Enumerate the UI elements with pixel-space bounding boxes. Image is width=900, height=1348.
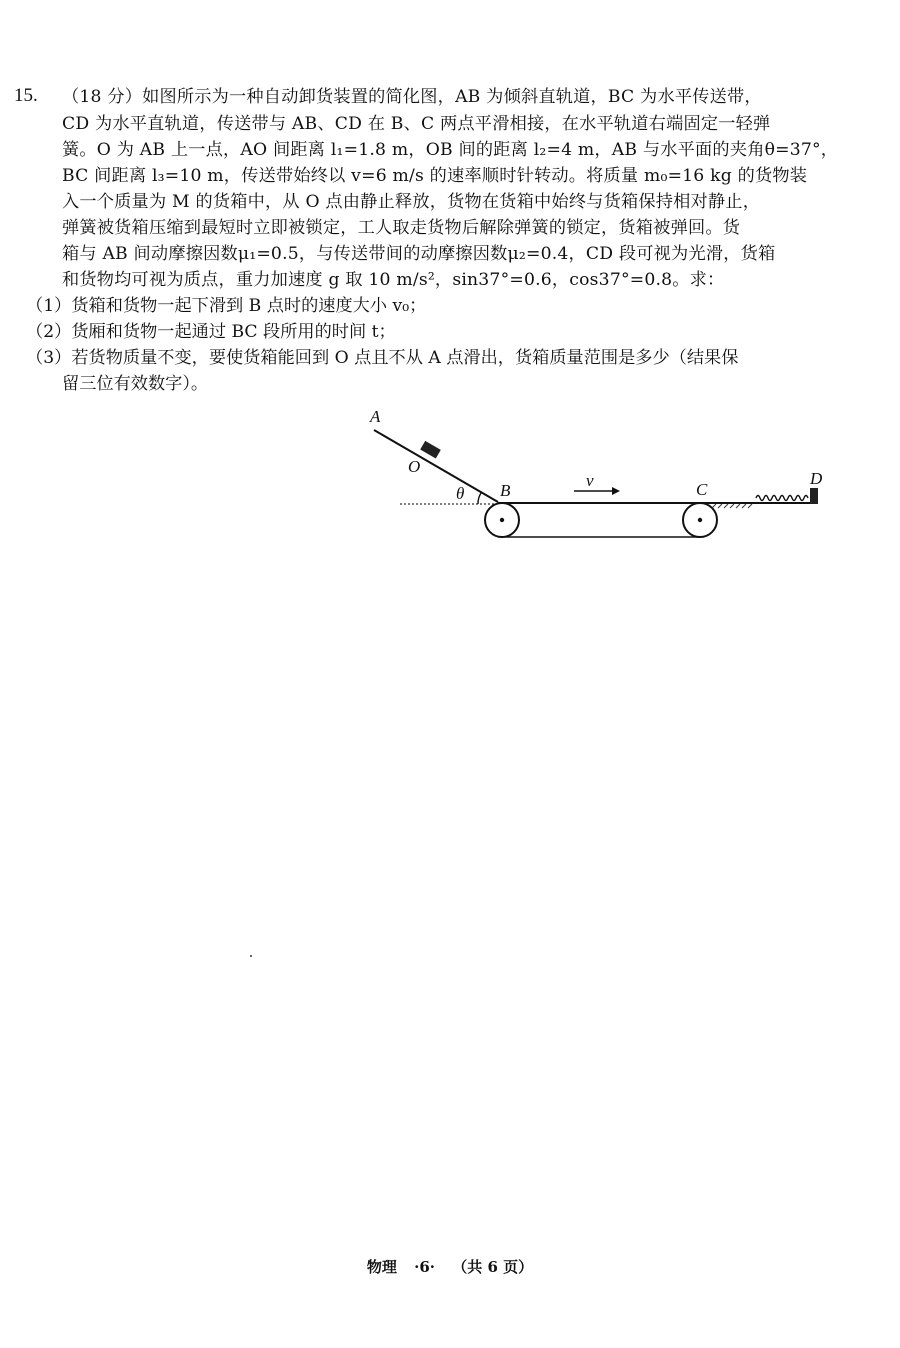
subquestion-2-label: （2） bbox=[26, 322, 72, 342]
label-a: A bbox=[370, 407, 381, 426]
label-c: C bbox=[696, 480, 708, 499]
stray-mark bbox=[250, 955, 252, 957]
label-theta: θ bbox=[456, 484, 465, 503]
question-line-4: BC 间距离 l₃=10 m，传送带始终以 v=6 m/s 的速率顺时针转动。将质量 m₀=16 kg 的货物装 bbox=[62, 166, 808, 186]
question-line-1: （18 分）如图所示为一种自动卸货装置的简化图，AB 为倾斜直轨道，BC 为水平传送带， bbox=[62, 87, 762, 107]
label-d: D bbox=[810, 469, 823, 488]
label-v: v bbox=[586, 471, 594, 490]
angle-arc bbox=[478, 493, 481, 504]
question-line-3: 簧。O 为 AB 上一点，AO 间距离 l₁=1.8 m，OB 间的距离 l₂=4 m，AB 与水平面的夹角θ=37°， bbox=[62, 140, 839, 160]
subquestion-2-text: 货厢和货物一起通过 BC 段所用的时间 t； bbox=[71, 322, 396, 342]
label-o: O bbox=[408, 457, 421, 476]
physics-diagram bbox=[360, 400, 840, 560]
label-b: B bbox=[500, 481, 511, 500]
subquestion-1-label: （1） bbox=[26, 296, 72, 316]
velocity-arrowhead bbox=[612, 487, 620, 495]
subquestion-3 bbox=[26, 345, 738, 371]
wall-d bbox=[810, 488, 818, 504]
right-roller-axle bbox=[698, 518, 702, 522]
subquestion-2 bbox=[26, 319, 396, 345]
track-hatching bbox=[712, 504, 752, 508]
question-line-5: 入一个质量为 M 的货箱中，从 O 点由静止释放，货物在货箱中始终与货箱保持相对静止， bbox=[62, 192, 761, 212]
subquestion-1 bbox=[26, 293, 426, 319]
page-footer bbox=[0, 1256, 900, 1277]
question-line-8: 和货物均可视为质点，重力加速度 g 取 10 m/s²，sin37°=0.6，cos37°=0.8。求： bbox=[62, 270, 725, 290]
subquestion-3-label: （3） bbox=[26, 348, 72, 368]
subquestion-1-text: 货箱和货物一起下滑到 B 点时的速度大小 v₀； bbox=[71, 296, 427, 316]
footer-subject: 物理 bbox=[366, 1258, 397, 1276]
cargo-box bbox=[420, 441, 441, 459]
question-line-6: 弹簧被货箱压缩到最短时立即被锁定，工人取走货物后解除弹簧的锁定，货箱被弹回。货 bbox=[62, 218, 741, 238]
subquestion-3-continuation: 留三位有效数字）。 bbox=[62, 374, 209, 394]
question-line-7: 箱与 AB 间动摩擦因数μ₁=0.5，与传送带间的动摩擦因数μ₂=0.4，CD 段可视为光滑，货箱 bbox=[62, 244, 776, 264]
question-number: 15. bbox=[14, 85, 38, 106]
incline-ab bbox=[374, 430, 498, 502]
footer-total: （共 6 页） bbox=[452, 1258, 534, 1276]
spring bbox=[756, 496, 808, 501]
footer-page: ·6· bbox=[414, 1258, 435, 1276]
question-line-2: CD 为水平直轨道，传送带与 AB、CD 在 B、C 两点平滑相接，在水平轨道右端固定一轻弹 bbox=[62, 114, 771, 134]
left-roller-axle bbox=[500, 518, 504, 522]
subquestion-3-text: 若货物质量不变，要使货箱能回到 O 点且不从 A 点滑出，货箱质量范围是多少（结果保 bbox=[71, 348, 739, 368]
